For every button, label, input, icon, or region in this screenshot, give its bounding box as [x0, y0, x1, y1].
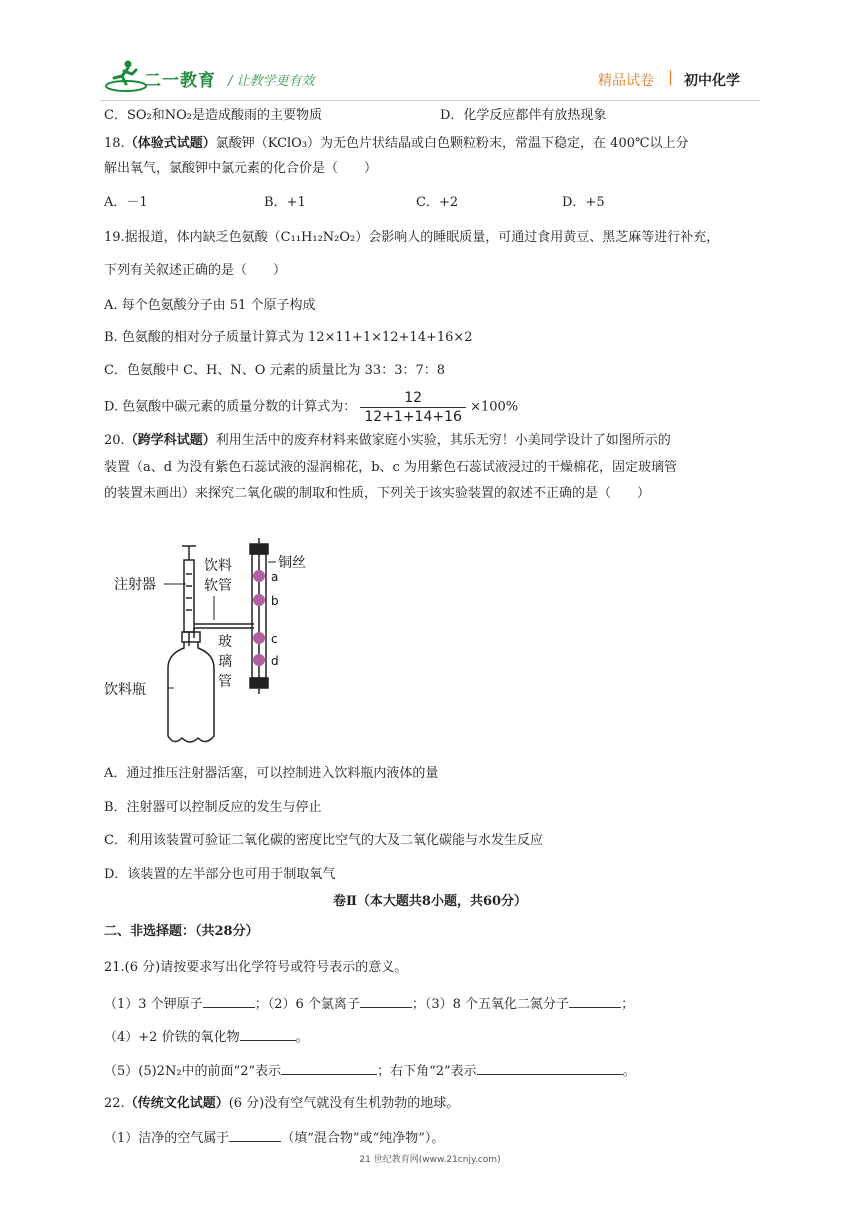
- answer-blank-1[interactable]: [203, 994, 255, 1008]
- q18-number: 18.: [104, 136, 125, 151]
- label-glass-1: 玻: [218, 634, 232, 650]
- label-a: a: [271, 570, 279, 584]
- fraction-denominator: 12+1+14+16: [364, 409, 462, 425]
- q22-stem-text: (6 分)没有空气就没有生机勃勃的地球。: [228, 1096, 460, 1111]
- q18-tag: （体验式试题）: [124, 136, 216, 151]
- q22-item-1-hint: （填“混合物”或“纯净物”）。: [281, 1131, 445, 1146]
- tag-quality: 精品试卷: [598, 73, 654, 89]
- q18-stem-text: 氯酸钾（KClO₃）为无色片状结晶或白色颗粒粉末，常温下稳定，在 400℃以上分: [215, 136, 689, 151]
- q19-option-d-prefix: D. 色氨酸中碳元素的质量分数的计算式为：: [104, 399, 357, 415]
- q22-line-1: [104, 1128, 444, 1148]
- q18-option-a: A．－1: [104, 195, 148, 210]
- cotton-c: [253, 632, 265, 644]
- glass-tube-drawing: [250, 538, 268, 694]
- q19-option-d: [104, 389, 518, 426]
- header-divider: [100, 100, 760, 101]
- q21-item-1-label: （1）3 个钾原子: [104, 997, 203, 1012]
- cotton-a: [253, 570, 265, 582]
- tag-subject: 初中化学: [684, 73, 740, 89]
- q18-option-d: D．+5: [562, 195, 605, 210]
- q21-line-2-end: 。: [295, 1030, 309, 1045]
- label-soft-tube-1: 饮料: [204, 558, 232, 574]
- page-header: [0, 0, 860, 100]
- co2-apparatus-diagram: [104, 534, 344, 754]
- label-d: d: [271, 654, 279, 668]
- q20-number: 20.: [104, 433, 125, 448]
- q20-stem-line-3: 的装置未画出）来探究二氧化碳的制取和性质，下列关于该实验装置的叙述不正确的是（ ）: [104, 486, 651, 501]
- q22-number: 22.: [104, 1096, 125, 1111]
- cotton-d: [253, 654, 265, 666]
- q21-item-5-label: （5）(5)2N₂中的前面“2”表示: [104, 1064, 282, 1079]
- q20-option-d: D．该装置的左半部分也可用于制取氧气: [104, 867, 336, 882]
- q21-item-2-label: ；（2）6 个氯离子: [254, 997, 360, 1012]
- q22-item-1-label: （1）洁净的空气属于: [104, 1131, 230, 1146]
- q19-option-d-suffix: ×100%: [470, 399, 519, 415]
- q20-stem-text: 利用生活中的废弃材料来做家庭小实验，其乐无穷！小美同学设计了如图所示的: [215, 433, 671, 448]
- label-b: b: [271, 594, 279, 608]
- answer-blank-5[interactable]: [281, 1061, 377, 1075]
- label-soft-tube-2: 软管: [204, 578, 232, 594]
- label-glass-3: 管: [218, 674, 232, 690]
- answer-blank-6[interactable]: [477, 1061, 623, 1075]
- label-c: c: [271, 632, 278, 646]
- q20-stem-line-1: [104, 432, 671, 450]
- q17-option-d: D．化学反应都伴有放热现象: [440, 108, 607, 123]
- answer-blank-3[interactable]: [569, 994, 621, 1008]
- q18-stem-line-2: 解出氧气，氯酸钾中氯元素的化合价是（ ）: [104, 161, 378, 176]
- answer-blank-4[interactable]: [240, 1027, 296, 1041]
- q20-stem-line-2: 装置（a、d 为没有紫色石蕊试液的湿润棉花，b、c 为用紫色石蕊试液浸过的干燥棉花，固定玻璃管: [104, 460, 677, 475]
- q21-item-3-label: ；（3）8 个五氧化二氮分子: [411, 997, 570, 1012]
- label-copper-wire: 铜丝: [278, 555, 306, 571]
- cotton-b: [253, 594, 265, 606]
- q19-option-c: C．色氨酸中 C、H、N、O 元素的质量比为 33：3：7：8: [104, 363, 446, 378]
- q19-stem-line-2: 下列有关叙述正确的是（ ）: [104, 263, 287, 278]
- answer-blank-7[interactable]: [229, 1128, 281, 1142]
- q21-line-3-end: 。: [622, 1064, 636, 1079]
- brand-slogan: / 让教学更有效: [228, 74, 315, 89]
- page-footer: 21 世纪教育网(www.21cnjy.com): [359, 1155, 501, 1165]
- q21-line-2: [104, 1027, 309, 1047]
- q20-tag: （跨学科试题）: [124, 433, 216, 448]
- q22-tag: （传统文化试题）: [124, 1096, 229, 1111]
- q20-option-c: C．利用该装置可验证二氧化碳的密度比空气的大及二氧化碳能与水发生反应: [104, 833, 543, 848]
- q21-item-6-label: ；右下角“2”表示: [377, 1064, 477, 1079]
- label-bottle: 饮料瓶: [104, 682, 146, 698]
- q21-line-1-end: ；: [621, 997, 635, 1012]
- label-glass-2: 璃: [218, 654, 232, 670]
- q19-stem-line-1: 19.据报道，体内缺乏色氨酸（C₁₁H₁₂N₂O₂）会影响人的睡眠质量，可通过食用黄豆、黑芝麻等进行补充，: [104, 230, 720, 245]
- brand-name: 二一教育: [144, 71, 216, 91]
- q20-option-b: B．注射器可以控制反应的发生与停止: [104, 800, 322, 815]
- fraction-numerator: 12: [360, 389, 466, 408]
- q18-stem-line-1: [104, 135, 689, 153]
- part2-title: 卷Ⅱ（本大题共8小题，共60分）: [332, 894, 528, 909]
- q21-stem: 21.(6 分)请按要求写出化学符号或符号表示的意义。: [104, 960, 408, 975]
- bottle-drawing: [168, 624, 254, 742]
- tag-separator: |: [668, 68, 674, 86]
- mass-fraction-formula: [360, 389, 466, 426]
- answer-blank-2[interactable]: [360, 994, 412, 1008]
- q21-line-3: [104, 1061, 636, 1081]
- section2-title: 二、非选择题：（共28分）: [104, 924, 259, 939]
- q20-option-a: A．通过推压注射器活塞，可以控制进入饮料瓶内液体的量: [104, 766, 439, 781]
- label-syringe: 注射器: [114, 577, 156, 593]
- q19-option-a: A. 每个色氨酸分子由 51 个原子构成: [104, 298, 316, 313]
- q18-option-b: B．+1: [264, 195, 306, 210]
- q17-option-c: C．SO₂和NO₂是造成酸雨的主要物质: [104, 108, 322, 123]
- q19-option-b: B. 色氨酸的相对分子质量计算式为 12×11+1×12+14+16×2: [104, 330, 473, 345]
- q21-item-4-label: （4）+2 价铁的氧化物: [104, 1030, 240, 1045]
- q18-option-c: C．+2: [416, 195, 459, 210]
- q21-line-1: [104, 994, 634, 1014]
- q22-stem: [104, 1095, 459, 1113]
